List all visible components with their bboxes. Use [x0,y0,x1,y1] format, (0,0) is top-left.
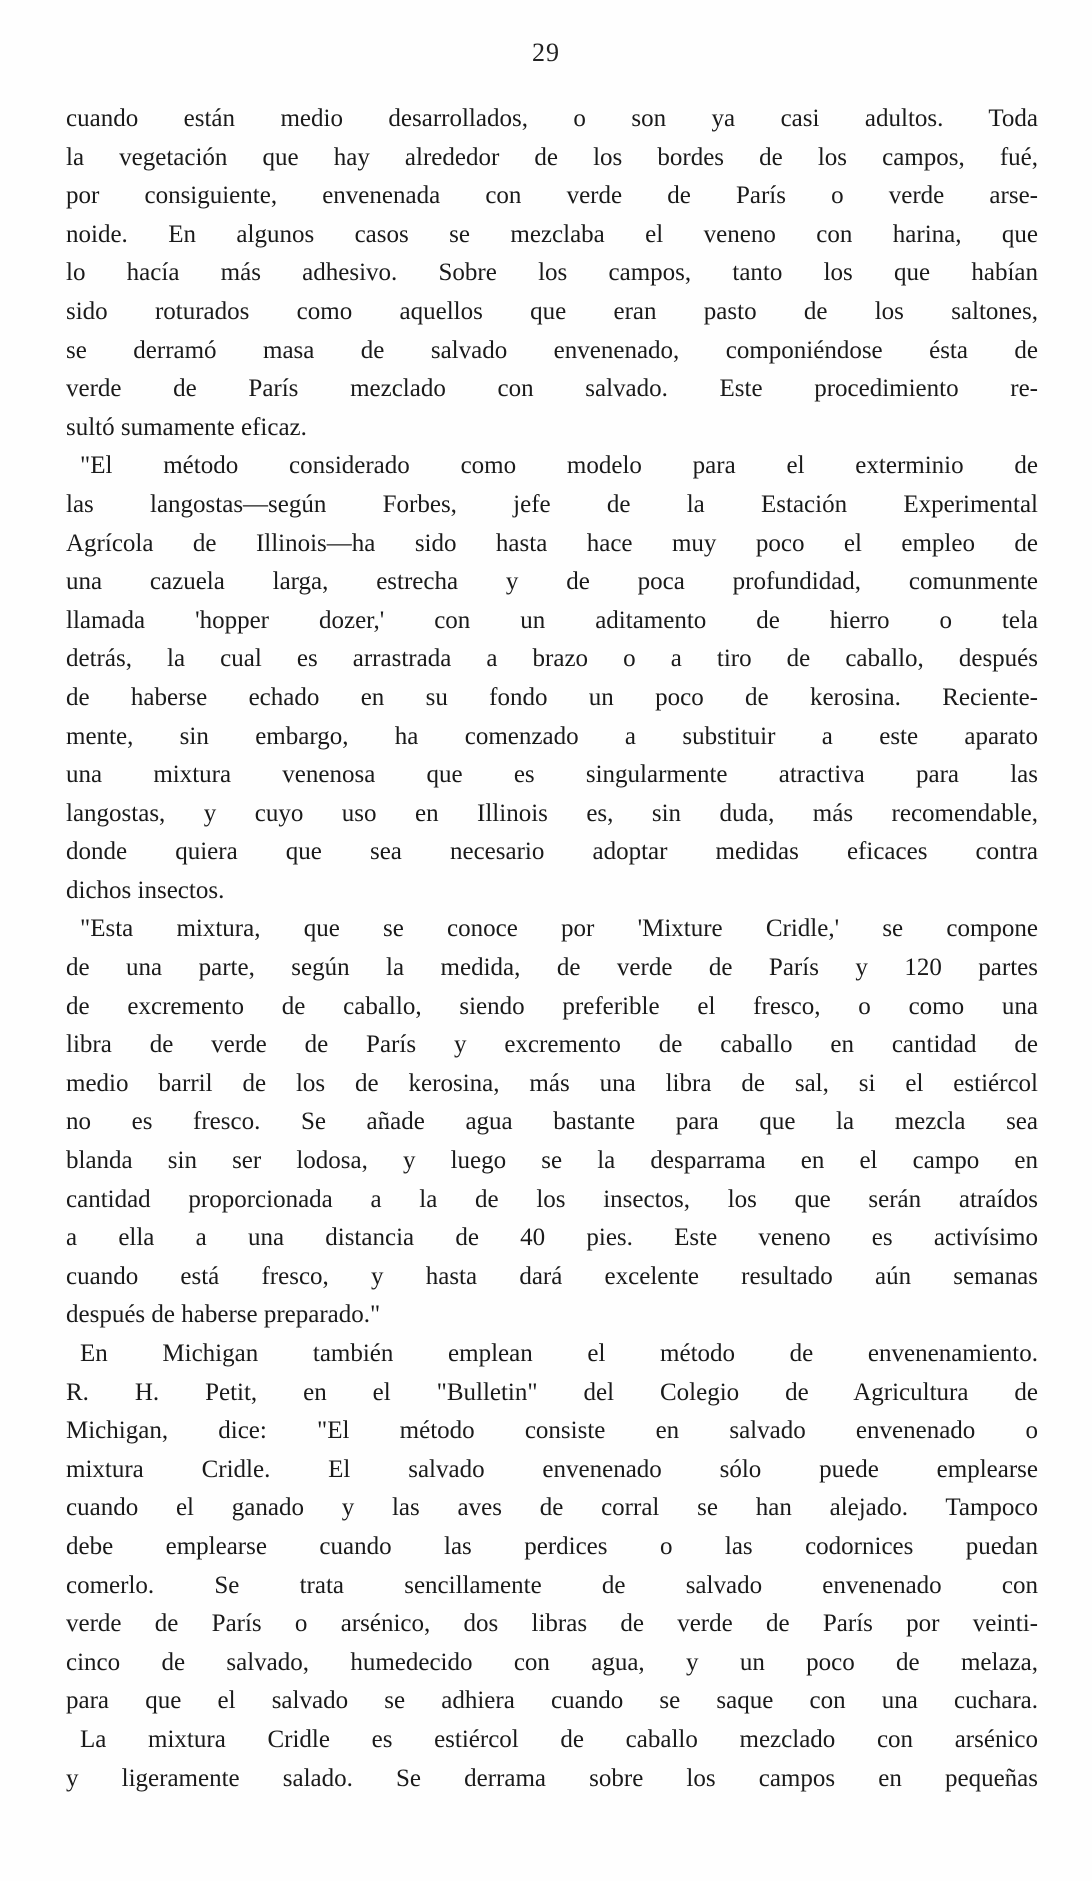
text-line: Agrícola de Illinois—ha sido hasta hace muy poco el empleo de [66,529,1038,557]
text-line: no es fresco. Se añade agua bastante para que la mezcla sea [66,1108,1038,1136]
text-line: comerlo. Se trata sencillamente de salvado envenenado con [66,1571,1038,1599]
text-line: lo hacía más adhesivo. Sobre los campos, tanto los que habían [66,259,1038,287]
text-line: se derramó masa de salvado envenenado, componiéndose ésta de [66,336,1038,364]
text-line: de una parte, según la medida, de verde de París y 120 partes [66,954,1038,982]
text-line: langostas, y cuyo uso en Illinois es, sin duda, más recomendable, [66,799,1038,827]
text-line: medio barril de los de kerosina, más una libra de sal, si el estiércol [66,1069,1038,1097]
text-line: verde de París o arsénico, dos libras de verde de París por veinti- [66,1610,1038,1638]
text-line: mente, sin embargo, ha comenzado a substituir a este aparato [66,722,1038,750]
text-line: libra de verde de París y excremento de caballo en cantidad de [66,1031,1038,1059]
text-line: sido roturados como aquellos que eran pasto de los saltones, [66,297,1038,325]
text-line: llamada 'hopper dozer,' con un aditamento de hierro o tela [66,606,1038,634]
body-text [66,100,1038,1798]
text-line: de haberse echado en su fondo un poco de kerosina. Reciente- [66,683,1038,711]
text-line: La mixtura Cridle es estiércol de caballo mezclado con arsénico [80,1725,1038,1753]
text-line: las langostas—según Forbes, jefe de la Estación Experimental [66,490,1038,518]
text-line: dichos insectos. [66,876,225,904]
text-line: mixtura Cridle. El salvado envenenado sólo puede emplearse [66,1455,1038,1483]
text-line: cuando están medio desarrollados, o son ya casi adultos. Toda [66,105,1038,132]
text-line: cantidad proporcionada a la de los insectos, los que serán atraídos [66,1185,1038,1213]
text-line: debe emplearse cuando las perdices o las codornices puedan [66,1532,1038,1560]
text-line: detrás, la cual es arrastrada a brazo o a tiro de caballo, después [66,645,1038,673]
text-line: por consiguiente, envenenada con verde de París o verde arse- [66,182,1038,210]
text-line: R. H. Petit, en el "Bulletin" del Colegio de Agricultura de [66,1378,1038,1406]
text-line: noide. En algunos casos se mezclaba el veneno con harina, que [66,220,1038,248]
text-line: donde quiera que sea necesario adoptar medidas eficaces contra [66,838,1038,866]
text-line: después de haberse preparado." [66,1301,381,1329]
text-line: "Esta mixtura, que se conoce por 'Mixture Cridle,' se compone [80,915,1038,943]
text-line: de excremento de caballo, siendo preferible el fresco, o como una [66,992,1038,1020]
text-line: sultó sumamente eficaz. [66,413,307,441]
page-number: 29 [532,38,560,67]
text-line: para que el salvado se adhiera cuando se saque con una cuchara. [66,1687,1038,1715]
text-line: verde de París mezclado con salvado. Este procedimiento re- [66,375,1038,403]
text-line: cinco de salvado, humedecido con agua, y un poco de melaza, [66,1648,1038,1676]
text-line: una mixtura venenosa que es singularmente atractiva para las [66,761,1038,789]
text-line: "El método considerado como modelo para el exterminio de [80,452,1038,480]
text-line: En Michigan también emplean el método de envenenamiento. [80,1340,1038,1367]
text-line: a ella a una distancia de 40 pies. Este veneno es activísimo [66,1224,1038,1252]
text-line: Michigan, dice: "El método consiste en salvado envenenado o [66,1417,1038,1445]
text-line: blanda sin ser lodosa, y luego se la desparrama en el campo en [66,1147,1038,1175]
text-line: y ligeramente salado. Se derrama sobre los campos en pequeñas [66,1764,1038,1792]
text-line: cuando está fresco, y hasta dará excelente resultado aún semanas [66,1262,1038,1290]
text-line: cuando el ganado y las aves de corral se han alejado. Tampoco [66,1494,1038,1522]
text-line: la vegetación que hay alrededor de los bordes de los campos, fué, [66,143,1038,171]
text-line: una cazuela larga, estrecha y de poca profundidad, comunmente [66,568,1038,596]
